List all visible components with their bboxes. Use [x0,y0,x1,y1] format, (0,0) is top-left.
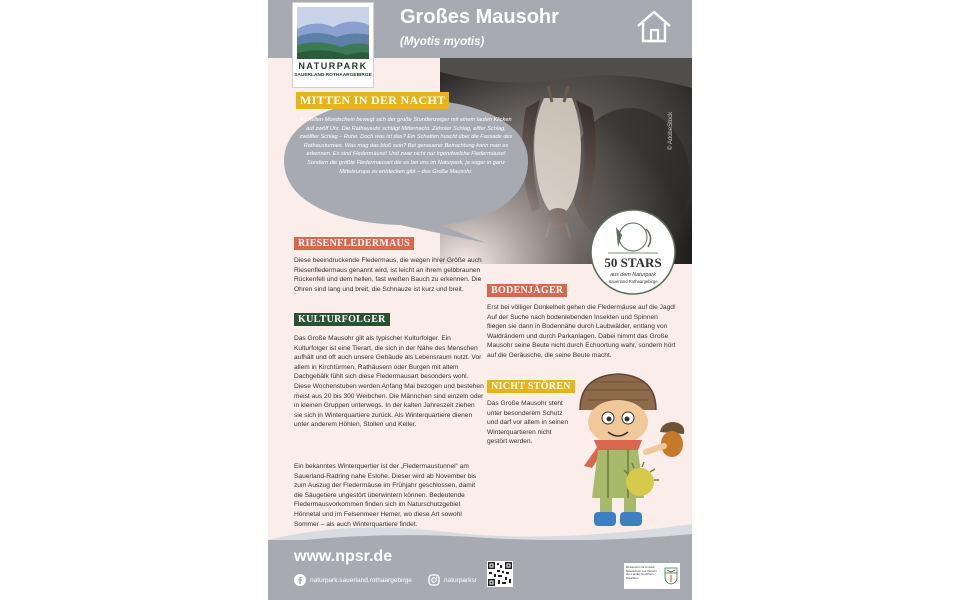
riesen-text: Diese beeindruckende Fledermaus, die wegen ihrer Größe auch Riesenfledermaus genannt wird, ist leicht an ihrem gelbbraunen Rückenfell und dem hellen, fast weißen Bauch zu erkennen. Die Ohren sind lang und breit, die Schnauze ist kurz und breit. [294,257,482,293]
heading-riesenfledermaus: RIESENFLEDERMAUS [294,237,414,250]
mountain-landscape-icon [297,7,369,59]
heading-kulturfolger: KULTURFOLGER [294,313,390,326]
ministry-logo [624,563,680,589]
kultur-text-2: Ein bekanntes Winterquertier ist der „Fledermaustunnel“ am Sauerland-Radring nahe Eslohe. Dieser wird ab November bis zum Auszug der Fledermäuse im Frühjahr geschlossen, damit die Säugetiere ungestört überwintern können. Bedeutende Fledermausvorkommen finden sich im Naturschutzgebiet Hönnetal und im Felsenmeer Hemer, wo diese Art sowohl Sommer – als auch Winterquartiere findet. [294,463,477,528]
photo-credit: © AdobeStock [668,111,674,150]
intro-text: Im hellen Mondschein bewegt sich der große Stundenzeiger mit einem lauten Klicken auf zwölf Uhr. Die Rathausuhr schlägt Mitternacht. Zehnter Schlag, elfter Schlag, zwölfter Schlag – Ruhe. Doch was ist das? Ein Schatten huscht über die Fassade des Rathausturmes. Was mag das bloß sein? Bei genauerer Betrachtung kann man es erkennen. Es sind Fledermäuse! Und zwar nicht nur irgendwelche Fledermäuse! Sondern die größte Fledermausart die es bei uns im Naturpark, ja sogar in ganz Mitteleuropa zu entdecken gibt – das Große Mausohr. [299,117,513,175]
heading-mitten-in-der-nacht: MITTEN IN DER NACHT [296,92,449,109]
instagram-icon[interactable] [428,574,440,586]
home-icon[interactable] [634,8,674,44]
page-title: Großes Mausohr [400,6,559,28]
ministry-text: Ministerium für Umwelt, Naturschutz und Verkehr des Landes Nordrhein-Westfalen [626,565,657,580]
boden-text: Erst bei völliger Dunkelheit gehen die Fledermäuse auf die Jagd! Auf der Suche nach bodenlebenden Insekten und Spinnen fliegen sie dann in Bodennähe durch Laubwälder, entlang von Waldrändern und durch Parkanlagen. Dabei nimmt das Große Mausohr seine Beute nicht durch Echoortung wahr, sondern hört auf die Geräusche, die seine Beute macht. [487,304,676,359]
kultur-text-1: Das Große Mausohr gilt als typischer Kulturfolger. Ein Kulturfolger ist eine Tierart, die sich in der Nähe des Menschen aufhält und oft auch unsere Gebäude als Lebensraum nutzt. Vor allem in Kirchtürmen, Rathäusern oder Burgen mit altem Dachgebälk fühlt sich diese Fledermausart besonders wohl. Diese Wochenstuben werden Anfang Mai bezogen und bestehen meist aus 20 bis 300 Weibchen. Die Männchen sind einzeln oder in kleinen Gruppen unterwegs. In der kalten Jahreszeit ziehen sie sich in Winterquartiere zurück. Als Winterquartiere dienen unter anderem Höhlen, Stollen und Keller. [294,335,484,429]
qr-code-icon[interactable] [487,561,513,587]
badge-line3: Sauerland Rothaargebirge [608,279,658,284]
nrw-crest-icon [664,567,678,585]
badge-line1: 50 STARS [604,255,662,270]
badge-line2: aus dem Naturpark [610,272,656,278]
acorn-mascot [568,370,688,530]
facebook-icon[interactable] [294,574,306,586]
logo-region: SAUERLAND ROTHAARGEBIRGE [294,73,372,78]
website-link[interactable]: www.npsr.de [294,548,393,565]
logo-brand: NATURPARK [298,61,368,71]
naturpark-logo[interactable] [292,2,374,88]
stoeren-text: Das Große Mausohr steht unter besonderem Schutz und darf vor allem in seinen Winterquartieren nicht gestört werden. [487,400,569,446]
heading-nicht-stoeren: NICHT STÖREN [487,380,575,393]
instagram-handle[interactable]: naturparksr [444,577,477,584]
heading-bodenjaeger: BODENJÄGER [487,284,567,297]
facebook-handle[interactable]: naturpark.sauerland.rothaargebirge [310,577,412,584]
page-subtitle: (Myotis myotis) [400,36,485,48]
info-poster [268,0,692,600]
fifty-stars-badge [588,207,678,297]
